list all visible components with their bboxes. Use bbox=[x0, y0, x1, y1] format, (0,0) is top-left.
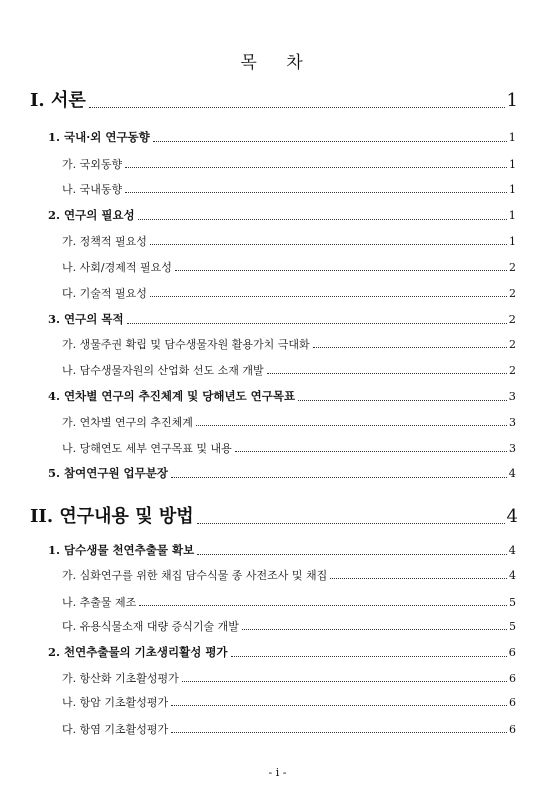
toc-entry-label: I. 서론 bbox=[30, 90, 86, 111]
toc-entry-label: 가. 생물주권 확립 및 담수생물자원 활용가치 극대화 bbox=[62, 338, 310, 351]
toc-entry-page-number: 2 bbox=[508, 312, 516, 326]
toc-entry-label: 가. 심화연구를 위한 채집 담수식물 종 사전조사 및 채집 bbox=[62, 569, 328, 582]
dot-leader bbox=[313, 346, 507, 348]
dot-leader bbox=[171, 476, 507, 478]
dot-leader bbox=[197, 522, 505, 524]
toc-entry-page-number: 6 bbox=[509, 723, 516, 736]
toc-entry[interactable] bbox=[62, 236, 516, 247]
toc-entry-label: 1. 국내·외 연구동향 bbox=[48, 130, 150, 144]
dot-leader bbox=[89, 106, 505, 108]
dot-leader bbox=[196, 424, 507, 426]
toc-entry[interactable] bbox=[62, 365, 516, 376]
toc-entry[interactable] bbox=[62, 724, 516, 735]
dot-leader bbox=[139, 604, 507, 606]
toc-entry[interactable] bbox=[62, 262, 516, 273]
toc-entry-label: 나. 사회/경제적 필요성 bbox=[62, 261, 172, 274]
toc-entry-label: 1. 담수생물 천연추출물 확보 bbox=[48, 543, 195, 557]
toc-entry[interactable] bbox=[62, 621, 516, 632]
toc-entry-page-number: 2 bbox=[509, 338, 516, 351]
toc-entry[interactable] bbox=[48, 468, 516, 480]
dot-leader bbox=[150, 295, 507, 297]
toc-entry[interactable] bbox=[62, 697, 516, 708]
toc-entry[interactable] bbox=[62, 288, 516, 299]
toc-entry[interactable] bbox=[48, 545, 516, 557]
toc-entry-page-number: 2 bbox=[509, 261, 516, 274]
toc-entry-page-number: 1 bbox=[509, 158, 516, 171]
toc-entry-page-number: 4 bbox=[506, 506, 518, 527]
toc-entry-label: 4. 연차별 연구의 추진체계 및 당해년도 연구목표 bbox=[48, 389, 296, 403]
toc-entry[interactable] bbox=[48, 314, 516, 326]
toc-entry-page-number: 6 bbox=[509, 696, 516, 709]
toc-entry-page-number: 1 bbox=[509, 183, 516, 196]
toc-entry[interactable] bbox=[30, 92, 518, 110]
toc-entry-label: 나. 항암 기초활성평가 bbox=[62, 696, 169, 709]
toc-entry[interactable] bbox=[62, 339, 516, 350]
toc-entry-label: 가. 연차별 연구의 추진체계 bbox=[62, 416, 193, 429]
page-title: 목 차 bbox=[240, 53, 315, 73]
toc-entry-label: 가. 정책적 필요성 bbox=[62, 235, 147, 248]
dot-leader bbox=[182, 680, 507, 682]
toc-entry[interactable] bbox=[62, 184, 516, 195]
toc-entry-label: II. 연구내용 및 방법 bbox=[30, 506, 194, 527]
dot-leader bbox=[125, 191, 507, 193]
toc-entry-page-number: 1 bbox=[506, 90, 518, 111]
dot-leader bbox=[231, 655, 507, 657]
dot-leader bbox=[171, 704, 507, 706]
toc-entry[interactable] bbox=[48, 391, 516, 403]
dot-leader bbox=[138, 218, 507, 220]
dot-leader bbox=[125, 166, 507, 168]
toc-entry[interactable] bbox=[62, 673, 516, 684]
toc-entry[interactable] bbox=[48, 210, 516, 222]
toc-entry-label: 다. 기술적 필요성 bbox=[62, 287, 147, 300]
toc-entry[interactable] bbox=[62, 570, 516, 581]
toc-entry-page-number: 1 bbox=[508, 208, 516, 222]
dot-leader bbox=[171, 731, 507, 733]
page-number-footer: - i - bbox=[268, 766, 287, 779]
dot-leader bbox=[153, 140, 507, 142]
toc-entry-page-number: 6 bbox=[508, 645, 516, 659]
dot-leader bbox=[235, 450, 507, 452]
toc-entry-page-number: 3 bbox=[508, 389, 516, 403]
dot-leader bbox=[267, 372, 507, 374]
toc-entry-page-number: 5 bbox=[509, 620, 516, 633]
toc-entry-label: 나. 추출물 제조 bbox=[62, 596, 137, 609]
toc-entry-page-number: 2 bbox=[509, 364, 516, 377]
toc-entry-label: 2. 연구의 필요성 bbox=[48, 208, 135, 222]
toc-entry[interactable] bbox=[62, 417, 516, 428]
toc-entry-page-number: 2 bbox=[509, 287, 516, 300]
dot-leader bbox=[298, 399, 507, 401]
toc-entry[interactable] bbox=[62, 159, 516, 170]
toc-entry[interactable] bbox=[30, 508, 518, 526]
toc-entry-page-number: 4 bbox=[509, 569, 516, 582]
toc-entry-label: 가. 항산화 기초활성평가 bbox=[62, 672, 179, 685]
dot-leader bbox=[330, 577, 507, 579]
toc-entry-label: 나. 당해연도 세부 연구목표 및 내용 bbox=[62, 442, 232, 455]
toc-entry-page-number: 5 bbox=[509, 596, 516, 609]
dot-leader bbox=[242, 628, 507, 630]
toc-entry[interactable] bbox=[48, 132, 516, 144]
toc-entry-label: 나. 국내동향 bbox=[62, 183, 123, 196]
toc-entry-page-number: 6 bbox=[509, 672, 516, 685]
toc-entry[interactable] bbox=[48, 647, 516, 659]
toc-entry[interactable] bbox=[62, 597, 516, 608]
toc-entry-page-number: 3 bbox=[509, 442, 516, 455]
toc-entry-page-number: 4 bbox=[508, 466, 516, 480]
toc-entry[interactable] bbox=[62, 443, 516, 454]
toc-entry-page-number: 1 bbox=[509, 235, 516, 248]
dot-leader bbox=[127, 322, 507, 324]
toc-entry-label: 2. 천연추출물의 기초생리활성 평가 bbox=[48, 645, 228, 659]
toc-entry-label: 나. 담수생물자원의 산업화 선도 소재 개발 bbox=[62, 364, 264, 377]
dot-leader bbox=[197, 553, 506, 555]
toc-entry-page-number: 3 bbox=[509, 416, 516, 429]
toc-entry-label: 다. 유용식물소재 대량 증식기술 개발 bbox=[62, 620, 239, 633]
dot-leader bbox=[150, 243, 507, 245]
dot-leader bbox=[175, 269, 507, 271]
toc-entry-label: 5. 참여연구원 업무분장 bbox=[48, 466, 168, 480]
toc-entry-page-number: 1 bbox=[508, 130, 516, 144]
toc-entry-label: 3. 연구의 목적 bbox=[48, 312, 124, 326]
toc-entry-page-number: 4 bbox=[508, 543, 516, 557]
toc-entry-label: 가. 국외동향 bbox=[62, 158, 123, 171]
toc-entry-label: 다. 항염 기초활성평가 bbox=[62, 723, 169, 736]
